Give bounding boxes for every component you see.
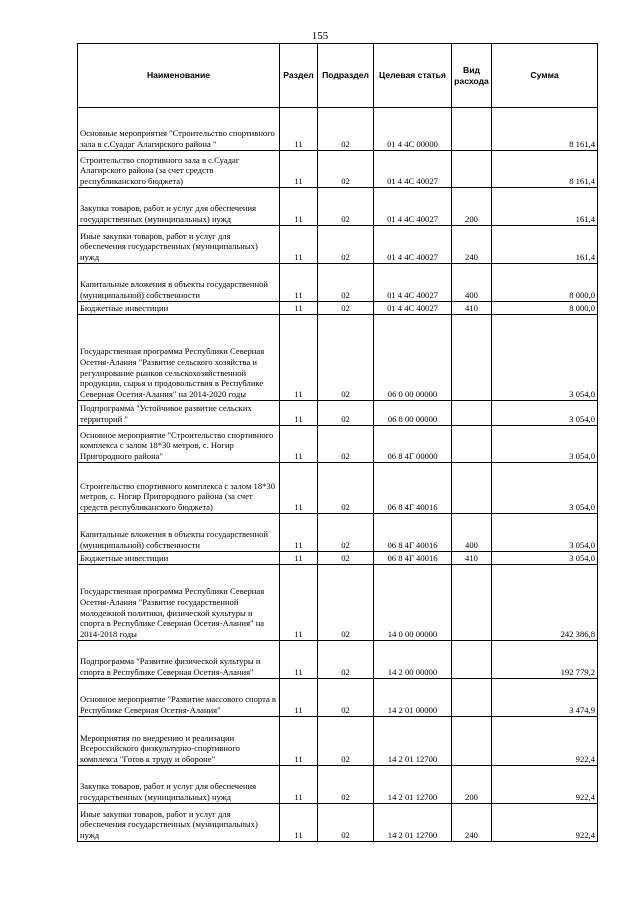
row-amount: 192 779,2 — [492, 641, 598, 679]
row-section: 11 — [280, 151, 318, 188]
row-amount: 3 054,0 — [492, 401, 598, 426]
table-row — [78, 565, 598, 641]
row-subsection: 02 — [318, 463, 374, 514]
row-name: Основное мероприятие "Развитие массового спорта в Республике Северная Осетия-Алания" — [78, 679, 280, 717]
column-header-target: Целевая статья — [374, 44, 452, 108]
row-subsection: 02 — [318, 264, 374, 302]
row-target: 06 8 4Г 00000 — [374, 426, 452, 463]
row-name: Строительство спортивного зала в с.Суадаг Алагирского района (за счет средств республиканского бюджета) — [78, 151, 280, 188]
row-subsection: 02 — [318, 226, 374, 264]
row-amount: 3 474,9 — [492, 679, 598, 717]
row-kind — [452, 151, 492, 188]
row-name: Бюджетные инвестиции — [78, 302, 280, 315]
row-section: 11 — [280, 804, 318, 842]
row-subsection: 02 — [318, 315, 374, 401]
row-name: Государственная программа Республики Северная Осетия-Алания "Развитие сельского хозяйства и регулирование рынков сельскохозяйственной продукции, сырья и продовольствия в Республике Северная Осетия-Алания" на 2014-2020 годы — [78, 315, 280, 401]
row-target: 06 8 4Г 40016 — [374, 514, 452, 552]
page-number: 155 — [311, 30, 329, 42]
row-amount: 922,4 — [492, 804, 598, 842]
row-target: 14 0 00 00000 — [374, 565, 452, 641]
row-amount: 3 054,0 — [492, 315, 598, 401]
row-subsection: 02 — [318, 401, 374, 426]
row-name: Государственная программа Республики Северная Осетия-Алания "Развитие государственной молодежной политики, физической культуры и спорта в Республике Северная Осетия-Алания" на 2014-2018 годы — [78, 565, 280, 641]
row-amount: 3 054,0 — [492, 552, 598, 565]
row-target: 01 4 4С 00000 — [374, 108, 452, 151]
row-amount: 8 161,4 — [492, 151, 598, 188]
row-subsection: 02 — [318, 552, 374, 565]
table-row — [78, 804, 598, 842]
row-kind: 410 — [452, 552, 492, 565]
table-row — [78, 264, 598, 302]
row-name: Бюджетные инвестиции — [78, 552, 280, 565]
row-target: 06 8 4Г 40016 — [374, 552, 452, 565]
column-header-section: Раздел — [280, 44, 318, 108]
table-row — [78, 108, 598, 151]
row-amount: 8 000,0 — [492, 264, 598, 302]
row-name: Основные мероприятия "Строительство спортивного зала в с.Суадаг Алагирского района " — [78, 108, 280, 151]
row-target: 14 2 00 00000 — [374, 641, 452, 679]
row-amount: 3 054,0 — [492, 514, 598, 552]
row-kind: 410 — [452, 302, 492, 315]
table-row — [78, 552, 598, 565]
row-target: 01 4 4С 40027 — [374, 188, 452, 226]
row-name: Основное мероприятие "Строительство спортивного комплекса с залом 18*30 метров, с. Ногир Пригородного района" — [78, 426, 280, 463]
row-subsection: 02 — [318, 641, 374, 679]
row-subsection: 02 — [318, 151, 374, 188]
table-row — [78, 514, 598, 552]
row-section: 11 — [280, 315, 318, 401]
row-amount: 8 161,4 — [492, 108, 598, 151]
row-target: 06 8 00 00000 — [374, 401, 452, 426]
row-kind: 400 — [452, 264, 492, 302]
row-section: 11 — [280, 226, 318, 264]
row-section: 11 — [280, 514, 318, 552]
row-name: Капитальные вложения в объекты государственной (муниципальной) собственности — [78, 514, 280, 552]
row-name: Иные закупки товаров, работ и услуг для обеспечения государственных (муниципальных) нужд — [78, 804, 280, 842]
table-header-row — [78, 44, 598, 108]
row-subsection: 02 — [318, 188, 374, 226]
row-name: Закупка товаров, работ и услуг для обеспечения государственных (муниципальных) нужд — [78, 766, 280, 804]
table-row — [78, 463, 598, 514]
table-row — [78, 401, 598, 426]
table-row — [78, 315, 598, 401]
row-target: 14 2 01 12700 — [374, 717, 452, 766]
row-target: 01 4 4С 40027 — [374, 302, 452, 315]
row-subsection: 02 — [318, 302, 374, 315]
row-amount: 161,4 — [492, 226, 598, 264]
row-amount: 8 000,0 — [492, 302, 598, 315]
row-kind — [452, 679, 492, 717]
row-target: 14 2 01 12700 — [374, 804, 452, 842]
row-subsection: 02 — [318, 514, 374, 552]
row-kind — [452, 463, 492, 514]
table-row — [78, 302, 598, 315]
row-section: 11 — [280, 766, 318, 804]
row-section: 11 — [280, 463, 318, 514]
row-subsection: 02 — [318, 766, 374, 804]
row-amount: 922,4 — [492, 766, 598, 804]
table-row — [78, 188, 598, 226]
row-section: 11 — [280, 552, 318, 565]
row-subsection: 02 — [318, 426, 374, 463]
row-amount: 3 054,0 — [492, 426, 598, 463]
row-section: 11 — [280, 108, 318, 151]
row-amount: 242 386,8 — [492, 565, 598, 641]
row-kind: 240 — [452, 804, 492, 842]
row-section: 11 — [280, 302, 318, 315]
row-kind — [452, 401, 492, 426]
row-subsection: 02 — [318, 717, 374, 766]
table-row — [78, 426, 598, 463]
row-subsection: 02 — [318, 804, 374, 842]
row-amount: 3 054,0 — [492, 463, 598, 514]
row-amount: 161,4 — [492, 188, 598, 226]
table-row — [78, 766, 598, 804]
row-target: 01 4 4С 40027 — [374, 264, 452, 302]
row-name: Подпрограмма "Развитие физической культуры и спорта в Республике Северная Осетия-Алания" — [78, 641, 280, 679]
row-section: 11 — [280, 188, 318, 226]
row-name: Мероприятия по внедрению и реализации Всероссийского физкультурно-спортивного комплекса "Готов к труду и обороне" — [78, 717, 280, 766]
row-section: 11 — [280, 264, 318, 302]
row-name: Закупка товаров, работ и услуг для обеспечения государственных (муниципальных) нужд — [78, 188, 280, 226]
row-target: 06 8 4Г 40016 — [374, 463, 452, 514]
table-row — [78, 641, 598, 679]
row-kind — [452, 565, 492, 641]
row-amount: 922,4 — [492, 717, 598, 766]
row-kind — [452, 426, 492, 463]
row-kind: 200 — [452, 188, 492, 226]
column-header-subsection: Подраздел — [318, 44, 374, 108]
row-section: 11 — [280, 679, 318, 717]
budget-table — [77, 43, 598, 842]
row-target: 01 4 4С 40027 — [374, 226, 452, 264]
table-row — [78, 717, 598, 766]
row-kind — [452, 315, 492, 401]
row-kind — [452, 108, 492, 151]
row-kind: 240 — [452, 226, 492, 264]
column-header-name: Наименование — [78, 44, 280, 108]
column-header-amount: Сумма — [492, 44, 598, 108]
row-section: 11 — [280, 401, 318, 426]
row-subsection: 02 — [318, 108, 374, 151]
row-subsection: 02 — [318, 565, 374, 641]
column-header-kind: Вид расхода — [452, 44, 492, 108]
row-target: 14 2 01 00000 — [374, 679, 452, 717]
row-kind — [452, 717, 492, 766]
row-kind: 400 — [452, 514, 492, 552]
row-section: 11 — [280, 426, 318, 463]
row-name: Иные закупки товаров, работ и услуг для обеспечения государственных (муниципальных) нужд — [78, 226, 280, 264]
table-row — [78, 226, 598, 264]
row-name: Подпрограмма "Устойчивое развитие сельских территорий " — [78, 401, 280, 426]
row-target: 14 2 01 12700 — [374, 766, 452, 804]
table-row — [78, 151, 598, 188]
row-section: 11 — [280, 717, 318, 766]
row-section: 11 — [280, 641, 318, 679]
row-section: 11 — [280, 565, 318, 641]
row-subsection: 02 — [318, 679, 374, 717]
row-kind — [452, 641, 492, 679]
table-row — [78, 679, 598, 717]
row-name: Строительство спортивного комплекса с залом 18*30 метров, с. Ногир Пригородного района (за счет средств республиканского бюджета) — [78, 463, 280, 514]
row-target: 06 0 00 00000 — [374, 315, 452, 401]
row-kind: 200 — [452, 766, 492, 804]
row-name: Капитальные вложения в объекты государственной (муниципальной) собственности — [78, 264, 280, 302]
row-target: 01 4 4С 40027 — [374, 151, 452, 188]
